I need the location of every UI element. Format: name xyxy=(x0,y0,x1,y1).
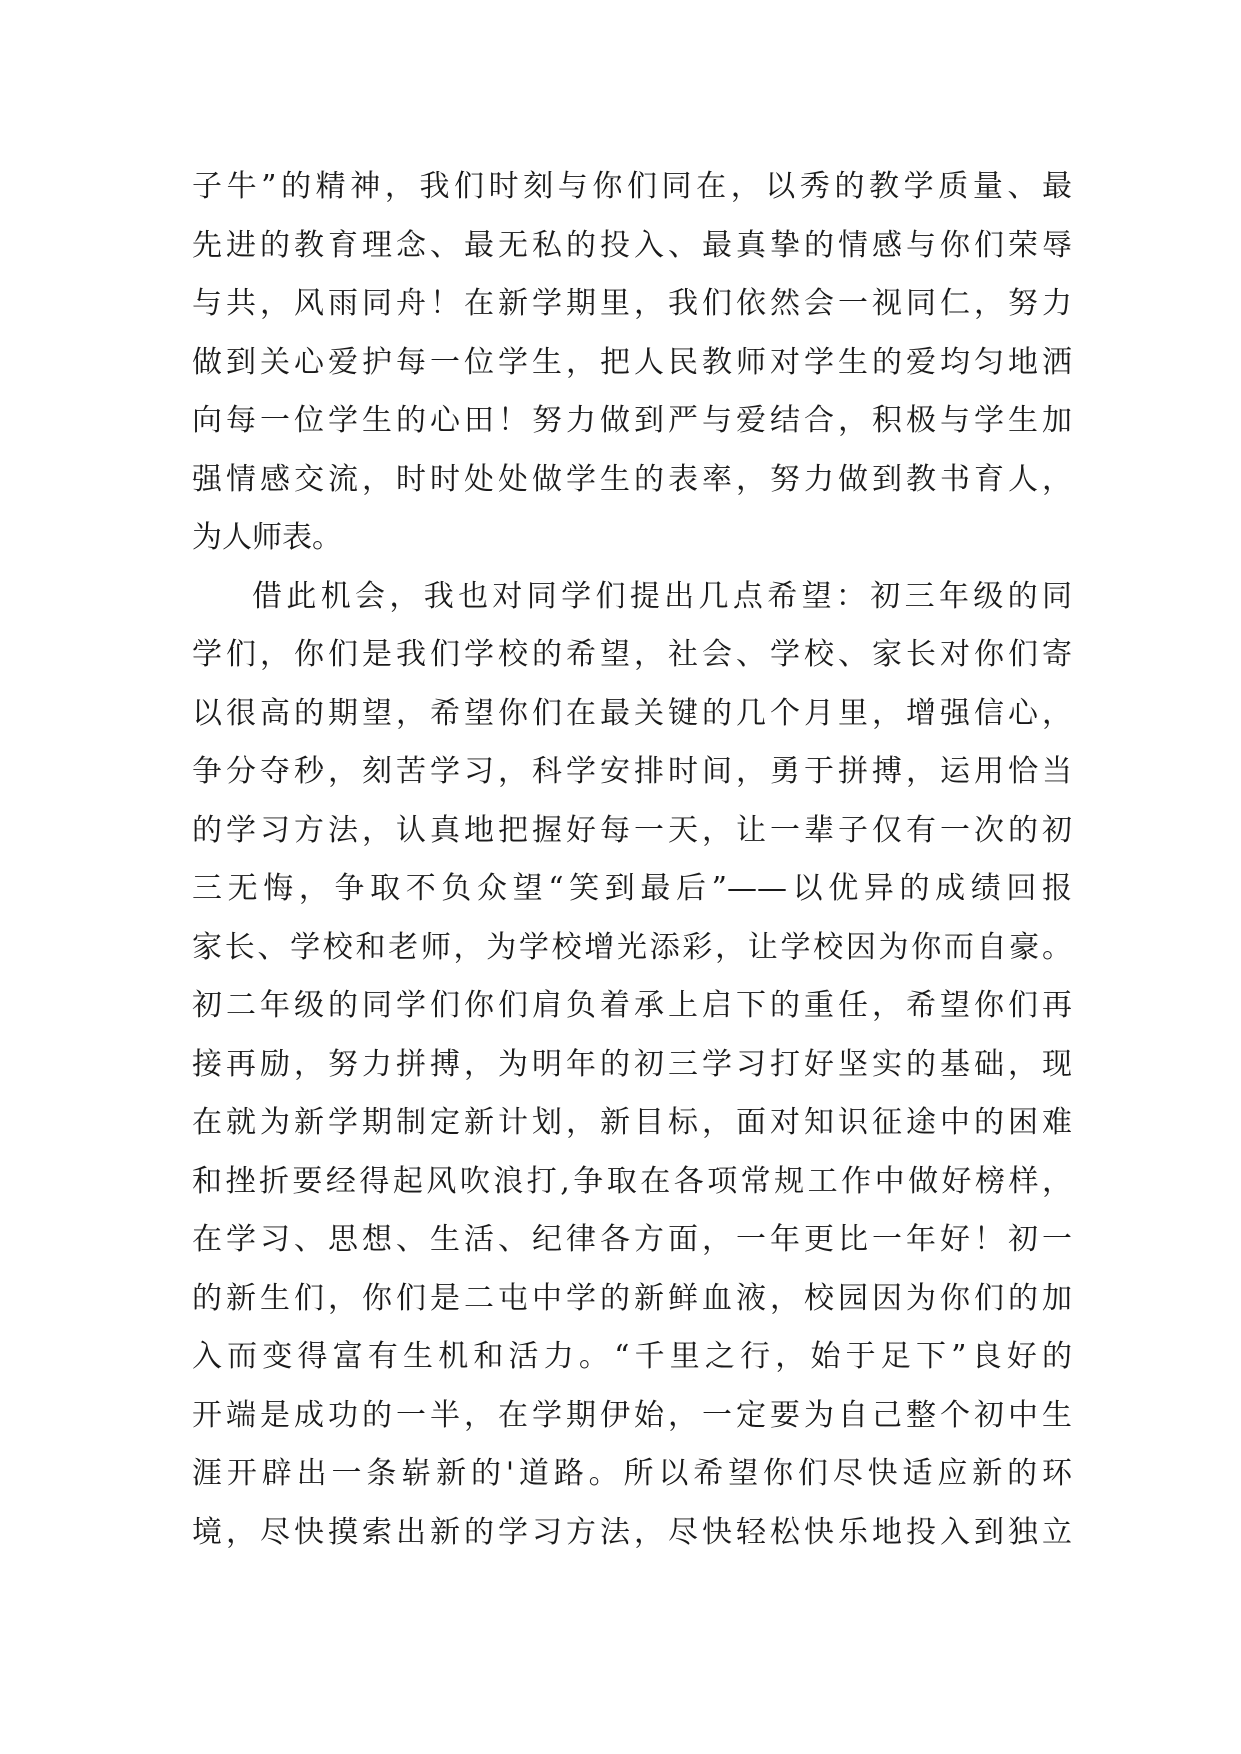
text-line: 开端是成功的一半，在学期伊始，一定要为自己整个初中生 xyxy=(192,1397,1072,1433)
text-line: 争分夺秒，刻苦学习，科学安排时间，勇于拼搏，运用恰当 xyxy=(192,754,1072,789)
text-line: 子牛”的精神，我们时刻与你们同在，以秀的教学质量、最 xyxy=(192,169,1072,204)
text-line: 接再励，努力拼搏，为明年的初三学习打好坚实的基础，现 xyxy=(192,1046,1072,1082)
text-line: 和挫折要经得起风吹浪打,争取在各项常规工作中做好榜样， xyxy=(192,1163,1072,1199)
paragraph-2 xyxy=(192,568,1072,1621)
text-line: 在就为新学期制定新计划，新目标，面对知识征途中的困难 xyxy=(192,1105,1072,1140)
text-line: 为人师表。 xyxy=(192,520,342,555)
text-line: 涯开辟出一条崭新的'道路。所以希望你们尽快适应新的环 xyxy=(192,1456,1072,1491)
text-line: 借此机会，我也对同学们提出几点希望：初三年级的同 xyxy=(252,578,1072,614)
text-line: 的学习方法，认真地把握好每一天，让一辈子仅有一次的初 xyxy=(192,812,1072,848)
text-line: 在学习、思想、生活、纪律各方面，一年更比一年好！初一 xyxy=(192,1222,1072,1257)
text-line: 的新生们，你们是二屯中学的新鲜血液，校园因为你们的加 xyxy=(192,1280,1072,1316)
text-line: 入而变得富有生机和活力。“千里之行，始于足下”良好的 xyxy=(192,1339,1072,1374)
text-line: 三无悔，争取不负众望“笑到最后”——以优异的成绩回报 xyxy=(192,871,1072,906)
text-line: 与共，风雨同舟！在新学期里，我们依然会一视同仁，努力 xyxy=(192,286,1072,321)
text-line: 以很高的期望，希望你们在最关键的几个月里，增强信心， xyxy=(192,695,1072,731)
text-line: 初二年级的同学们你们肩负着承上启下的重任，希望你们再 xyxy=(192,988,1072,1023)
text-line: 向每一位学生的心田！努力做到严与爱结合，积极与学生加 xyxy=(192,403,1072,438)
text-line: 做到关心爱护每一位学生，把人民教师对学生的爱均匀地洒 xyxy=(192,344,1072,380)
text-line: 学们，你们是我们学校的希望，社会、学校、家长对你们寄 xyxy=(192,637,1072,672)
text-line: 家长、学校和老师，为学校增光添彩，让学校因为你而自豪。 xyxy=(192,929,1072,965)
text-line xyxy=(192,1562,1072,1621)
paragraph-1 xyxy=(192,158,1072,568)
text-line: 先进的教育理念、最无私的投入、最真挚的情感与你们荣辱 xyxy=(192,227,1072,263)
text-line: 境，尽快摸索出新的学习方法，尽快轻松快乐地投入到独立 xyxy=(192,1514,1072,1550)
document-body xyxy=(192,158,1072,1621)
text-line: 强情感交流，时时处处做学生的表率，努力做到教书育人， xyxy=(192,461,1072,497)
